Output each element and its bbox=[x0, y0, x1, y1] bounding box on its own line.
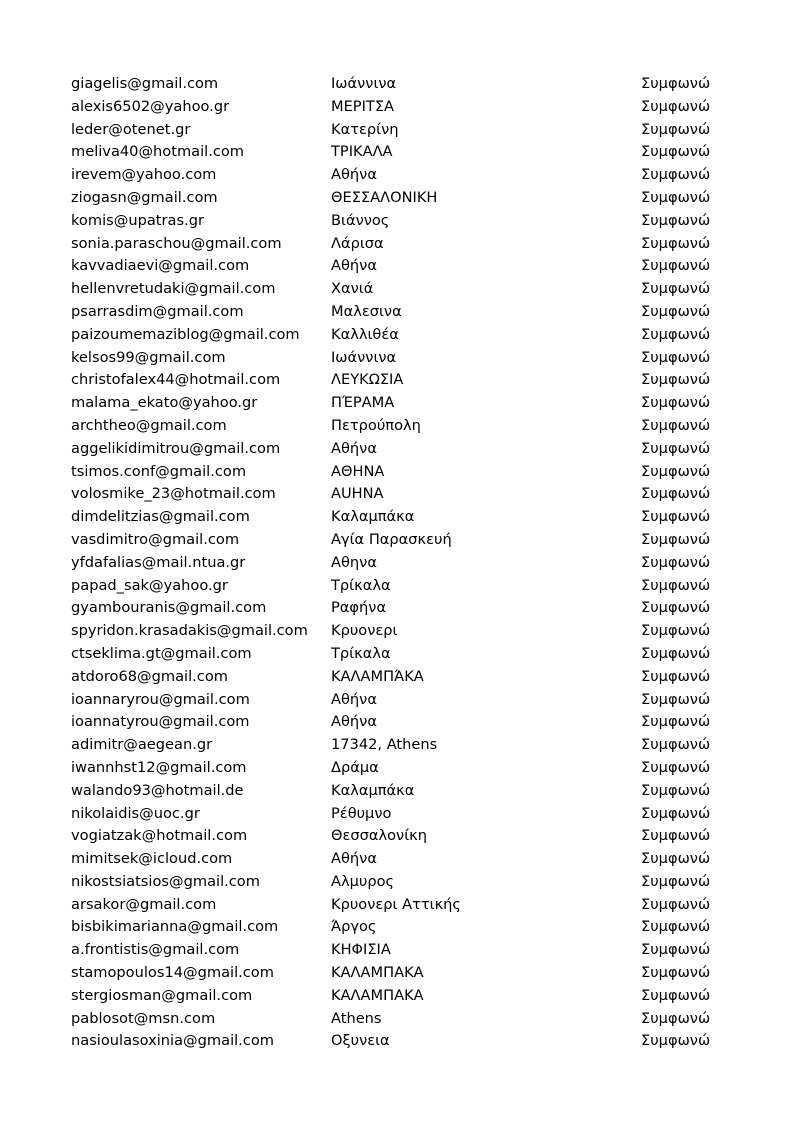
list-item bbox=[0, 734, 799, 757]
email-text: walando93@hotmail.de bbox=[71, 781, 244, 799]
email-text: kavvadiaevi@gmail.com bbox=[71, 257, 250, 275]
email-text: adimitr@aegean.gr bbox=[71, 736, 213, 754]
email-text: aggelikidimitrou@gmail.com bbox=[71, 439, 281, 457]
email-text: vogiatzak@hotmail.com bbox=[71, 827, 248, 845]
list-item bbox=[0, 233, 799, 256]
email-text: nikolaidis@uoc.gr bbox=[71, 804, 200, 822]
email-text: malama_ekato@yahoo.gr bbox=[71, 394, 258, 412]
consent-text: Συμφωνώ bbox=[641, 348, 711, 366]
email-text: mimitsek@icloud.com bbox=[71, 850, 233, 868]
city-text: Καλαμπάκα bbox=[331, 508, 415, 526]
list-item bbox=[0, 620, 799, 643]
city-text: ΘΕΣΣΑΛΟΝΙΚΗ bbox=[331, 188, 438, 206]
city-text: Άργος bbox=[331, 918, 377, 936]
consent-text: Συμφωνώ bbox=[641, 462, 711, 480]
city-text: Αθήνα bbox=[331, 713, 377, 731]
email-text: ioannatyrou@gmail.com bbox=[71, 713, 250, 731]
consent-text: Συμφωνώ bbox=[641, 553, 711, 571]
consent-text: Συμφωνώ bbox=[641, 850, 711, 868]
list-item bbox=[0, 255, 799, 278]
list-item bbox=[0, 711, 799, 734]
city-text: Πετρούπολη bbox=[331, 416, 421, 434]
email-text: stergiosman@gmail.com bbox=[71, 986, 253, 1004]
list-item bbox=[0, 803, 799, 826]
list-item bbox=[0, 894, 799, 917]
consent-text: Συμφωνώ bbox=[641, 1032, 711, 1050]
city-text: Αθήνα bbox=[331, 166, 377, 184]
city-text: ΚΗΦΙΣΙΑ bbox=[331, 941, 391, 959]
consent-text: Συμφωνώ bbox=[641, 918, 711, 936]
email-text: giagelis@gmail.com bbox=[71, 75, 219, 92]
email-text: pablosot@msn.com bbox=[71, 1009, 216, 1027]
list-item bbox=[0, 324, 799, 347]
consent-text: Συμφωνώ bbox=[641, 143, 711, 161]
list-item bbox=[0, 871, 799, 894]
consent-text: Συμφωνώ bbox=[641, 508, 711, 526]
city-text: ΠΈΡΑΜΑ bbox=[331, 394, 395, 412]
email-text: hellenvretudaki@gmail.com bbox=[71, 280, 276, 298]
city-text: Αθήνα bbox=[331, 850, 377, 868]
city-text: ΚΑΛΑΜΠΑΚΑ bbox=[331, 964, 424, 982]
city-text: Βιάννος bbox=[331, 211, 390, 229]
list-item bbox=[0, 483, 799, 506]
list-item bbox=[0, 575, 799, 598]
consent-text: Συμφωνώ bbox=[641, 416, 711, 434]
email-text: iwannhst12@gmail.com bbox=[71, 758, 247, 776]
email-text: gyambouranis@gmail.com bbox=[71, 599, 267, 617]
city-text: Αθήνα bbox=[331, 690, 377, 708]
email-text: bisbikimarianna@gmail.com bbox=[71, 918, 279, 936]
consent-text: Συμφωνώ bbox=[641, 166, 711, 184]
email-text: sonia.paraschou@gmail.com bbox=[71, 234, 282, 252]
email-text: paizoumemaziblog@gmail.com bbox=[71, 325, 300, 343]
city-text: Καλλιθέα bbox=[331, 325, 399, 343]
city-text: Αθηνα bbox=[331, 553, 377, 571]
city-text: Ραφήνα bbox=[331, 599, 387, 617]
list-item bbox=[0, 848, 799, 871]
list-item bbox=[0, 780, 799, 803]
city-text: ΚΑΛΑΜΠΆΚΑ bbox=[331, 667, 424, 685]
email-text: psarrasdim@gmail.com bbox=[71, 302, 244, 320]
consent-text: Συμφωνώ bbox=[641, 75, 711, 92]
email-text: volosmike_23@hotmail.com bbox=[71, 485, 276, 503]
consent-text: Συμφωνώ bbox=[641, 188, 711, 206]
list-item bbox=[0, 757, 799, 780]
list-item bbox=[0, 643, 799, 666]
city-text: Μαλεσινα bbox=[331, 302, 402, 320]
consent-text: Συμφωνώ bbox=[641, 576, 711, 594]
list-item bbox=[0, 301, 799, 324]
email-text: ziogasn@gmail.com bbox=[71, 188, 218, 206]
email-text: a.frontistis@gmail.com bbox=[71, 941, 240, 959]
list-item bbox=[0, 939, 799, 962]
email-text: arsakor@gmail.com bbox=[71, 895, 217, 913]
email-text: atdoro68@gmail.com bbox=[71, 667, 228, 685]
consent-text: Συμφωνώ bbox=[641, 257, 711, 275]
list-item bbox=[0, 552, 799, 575]
consent-text: Συμφωνώ bbox=[641, 485, 711, 503]
email-text: christofalex44@hotmail.com bbox=[71, 371, 281, 389]
list-item bbox=[0, 985, 799, 1008]
consent-text: Συμφωνώ bbox=[641, 964, 711, 982]
list-item bbox=[0, 164, 799, 187]
consent-text: Συμφωνώ bbox=[641, 713, 711, 731]
consent-text: Συμφωνώ bbox=[641, 530, 711, 548]
city-text: ΚΑΛΑΜΠΑΚΑ bbox=[331, 986, 424, 1004]
city-text: ΛΕΥΚΩΣΙΑ bbox=[331, 371, 404, 389]
email-text: tsimos.conf@gmail.com bbox=[71, 462, 247, 480]
consent-text: Συμφωνώ bbox=[641, 97, 711, 115]
city-text: Καλαμπάκα bbox=[331, 781, 415, 799]
consent-text: Συμφωνώ bbox=[641, 234, 711, 252]
list-item bbox=[0, 1008, 799, 1031]
email-text: kelsos99@gmail.com bbox=[71, 348, 226, 366]
city-text: Ιωάννινα bbox=[331, 75, 397, 92]
consent-text: Συμφωνώ bbox=[641, 804, 711, 822]
list-item bbox=[0, 825, 799, 848]
email-text: spyridon.krasadakis@gmail.com bbox=[71, 622, 308, 640]
city-text: 17342, Athens bbox=[331, 736, 438, 754]
consent-text: Συμφωνώ bbox=[641, 280, 711, 298]
list-item bbox=[0, 597, 799, 620]
city-text: ΤΡΙΚΑΛΑ bbox=[331, 143, 393, 161]
list-item bbox=[0, 369, 799, 392]
list-item bbox=[0, 529, 799, 552]
consent-text: Συμφωνώ bbox=[641, 371, 711, 389]
consent-text: Συμφωνώ bbox=[641, 211, 711, 229]
email-text: ctseklima.gt@gmail.com bbox=[71, 644, 252, 662]
city-text: Αθήνα bbox=[331, 257, 377, 275]
consent-text: Συμφωνώ bbox=[641, 758, 711, 776]
consent-text: Συμφωνώ bbox=[641, 986, 711, 1004]
email-text: papad_sak@yahoo.gr bbox=[71, 576, 228, 594]
city-text: ΑΘΗΝΑ bbox=[331, 462, 385, 480]
email-text: nikostsiatsios@gmail.com bbox=[71, 872, 260, 890]
city-text: Αθήνα bbox=[331, 439, 377, 457]
list-item bbox=[0, 689, 799, 712]
list-item bbox=[0, 415, 799, 438]
email-text: irevem@yahoo.com bbox=[71, 166, 217, 184]
email-text: ioannaryrou@gmail.com bbox=[71, 690, 250, 708]
list-item bbox=[0, 916, 799, 939]
list-item bbox=[0, 210, 799, 233]
list-item bbox=[0, 96, 799, 119]
list-item bbox=[0, 392, 799, 415]
email-text: alexis6502@yahoo.gr bbox=[71, 97, 230, 115]
city-text: Ιωάννινα bbox=[331, 348, 397, 366]
consent-text: Συμφωνώ bbox=[641, 781, 711, 799]
consent-text: Συμφωνώ bbox=[641, 690, 711, 708]
consent-text: Συμφωνώ bbox=[641, 827, 711, 845]
list-item bbox=[0, 73, 799, 96]
list-item bbox=[0, 666, 799, 689]
city-text: Αλμυρος bbox=[331, 872, 395, 890]
consent-text: Συμφωνώ bbox=[641, 325, 711, 343]
list-item bbox=[0, 187, 799, 210]
city-text: Οξυνεια bbox=[331, 1032, 390, 1050]
consent-text: Συμφωνώ bbox=[641, 622, 711, 640]
city-text: Κατερίνη bbox=[331, 120, 399, 138]
consent-text: Συμφωνώ bbox=[641, 644, 711, 662]
consent-text: Συμφωνώ bbox=[641, 667, 711, 685]
city-text: Αγία Παρασκευή bbox=[331, 530, 452, 548]
list-item bbox=[0, 438, 799, 461]
consent-text: Συμφωνώ bbox=[641, 941, 711, 959]
email-text: stamopoulos14@gmail.com bbox=[71, 964, 274, 982]
city-text: ΜΕΡΙΤΣΑ bbox=[331, 97, 395, 115]
consent-text: Συμφωνώ bbox=[641, 394, 711, 412]
list-item bbox=[0, 278, 799, 301]
list-item bbox=[0, 506, 799, 529]
email-text: leder@otenet.gr bbox=[71, 120, 191, 138]
consent-text: Συμφωνώ bbox=[641, 872, 711, 890]
contact-list bbox=[0, 73, 799, 1053]
email-text: vasdimitro@gmail.com bbox=[71, 530, 240, 548]
city-text: Τρίκαλα bbox=[331, 644, 391, 662]
list-item bbox=[0, 1030, 799, 1053]
city-text: Κρυονερι bbox=[331, 622, 398, 640]
consent-text: Συμφωνώ bbox=[641, 736, 711, 754]
city-text: Κρυονερι Αττικής bbox=[331, 895, 461, 913]
city-text: Ρέθυμνο bbox=[331, 804, 392, 822]
consent-text: Συμφωνώ bbox=[641, 599, 711, 617]
email-text: dimdelitzias@gmail.com bbox=[71, 508, 250, 526]
consent-text: Συμφωνώ bbox=[641, 302, 711, 320]
city-text: Θεσσαλονίκη bbox=[331, 827, 427, 845]
city-text: Χανιά bbox=[331, 280, 374, 298]
city-text: Δράμα bbox=[331, 758, 379, 776]
consent-text: Συμφωνώ bbox=[641, 895, 711, 913]
email-text: nasioulasoxinia@gmail.com bbox=[71, 1032, 274, 1050]
list-item bbox=[0, 347, 799, 370]
consent-text: Συμφωνώ bbox=[641, 120, 711, 138]
email-text: archtheo@gmail.com bbox=[71, 416, 227, 434]
email-text: meliva40@hotmail.com bbox=[71, 143, 245, 161]
consent-text: Συμφωνώ bbox=[641, 1009, 711, 1027]
list-item bbox=[0, 461, 799, 484]
email-text: komis@upatras.gr bbox=[71, 211, 204, 229]
list-item bbox=[0, 119, 799, 142]
city-text: AUHNA bbox=[331, 485, 384, 503]
list-item bbox=[0, 141, 799, 164]
consent-text: Συμφωνώ bbox=[641, 439, 711, 457]
email-text: yfdafalias@mail.ntua.gr bbox=[71, 553, 246, 571]
city-text: Athens bbox=[331, 1009, 382, 1027]
city-text: Τρίκαλα bbox=[331, 576, 391, 594]
list-item bbox=[0, 962, 799, 985]
city-text: Λάρισα bbox=[331, 234, 384, 252]
